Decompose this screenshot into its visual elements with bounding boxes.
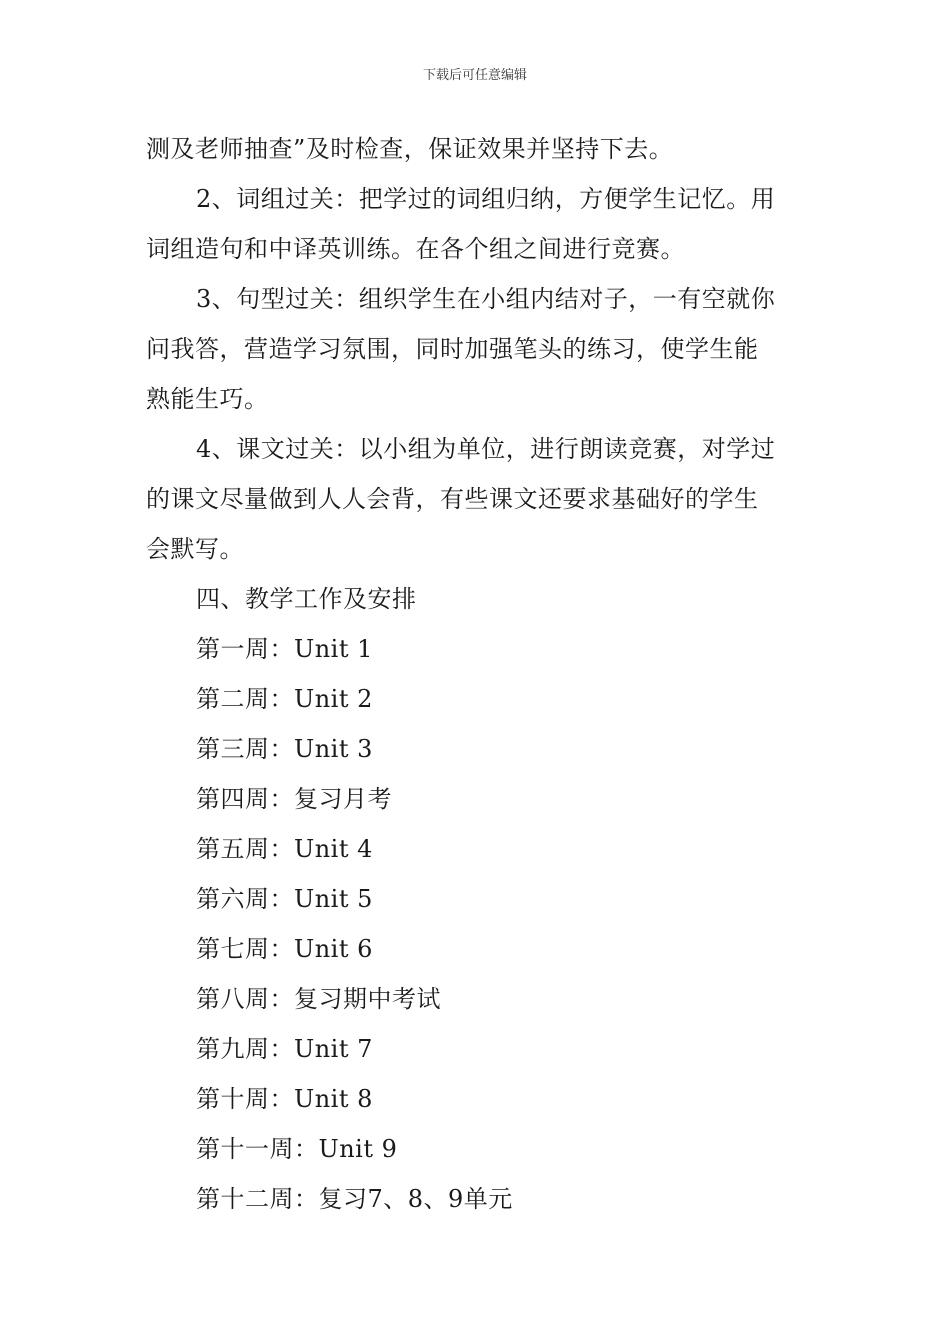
section-heading: 四、教学工作及安排 xyxy=(196,585,417,613)
text-line: 问我答，营造学习氛围，同时加强笔头的练习，使学生能 xyxy=(146,335,759,363)
schedule-item: 第六周：Unit 5 xyxy=(196,885,373,913)
page-header: 下载后可任意编辑 xyxy=(422,68,527,83)
text-line: 的课文尽量做到人人会背，有些课文还要求基础好的学生 xyxy=(146,485,759,513)
document-body xyxy=(146,124,808,1224)
text-line: 会默写。 xyxy=(146,535,244,563)
schedule-item: 第二周：Unit 2 xyxy=(196,685,373,713)
text-line: 熟能生巧。 xyxy=(146,385,269,413)
schedule-item: 第十一周：Unit 9 xyxy=(196,1135,398,1163)
text-line: 测及老师抽查”及时检查，保证效果并坚持下去。 xyxy=(146,135,674,163)
schedule-item: 第一周：Unit 1 xyxy=(196,635,373,663)
text-line: 2、词组过关：把学过的词组归纳，方便学生记忆。用 xyxy=(196,185,776,213)
text-line: 3、句型过关：组织学生在小组内结对子，一有空就你 xyxy=(196,285,776,313)
schedule-item: 第十周：Unit 8 xyxy=(196,1085,373,1113)
schedule-item: 第四周：复习月考 xyxy=(196,785,392,813)
schedule-item: 第三周：Unit 3 xyxy=(196,735,373,763)
schedule-item: 第九周：Unit 7 xyxy=(196,1035,373,1063)
schedule-item: 第十二周：复习7、8、9单元 xyxy=(196,1185,513,1213)
schedule-item: 第五周：Unit 4 xyxy=(196,835,373,863)
schedule-item: 第七周：Unit 6 xyxy=(196,935,373,963)
text-line: 词组造句和中译英训练。在各个组之间进行竞赛。 xyxy=(146,235,685,263)
text-line: 4、课文过关：以小组为单位，进行朗读竞赛，对学过 xyxy=(196,435,776,463)
schedule-item: 第八周：复习期中考试 xyxy=(196,985,441,1013)
